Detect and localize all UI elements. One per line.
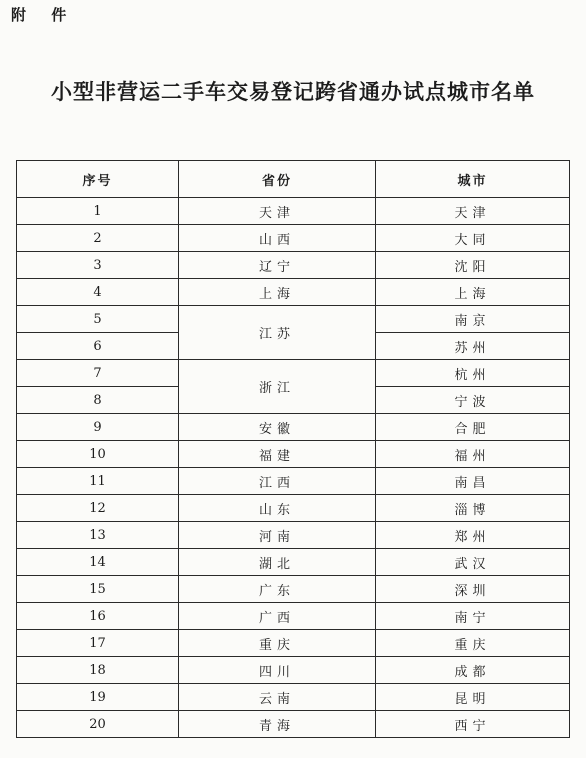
serial-number-cell: 6 xyxy=(17,333,179,360)
province-cell: 广东 xyxy=(179,576,376,603)
table-row xyxy=(17,441,570,468)
table-row xyxy=(17,684,570,711)
serial-number-cell: 17 xyxy=(17,630,179,657)
city-cell: 宁波 xyxy=(376,387,570,414)
province-cell: 四川 xyxy=(179,657,376,684)
city-cell: 淄博 xyxy=(376,495,570,522)
table-row xyxy=(17,576,570,603)
table-row xyxy=(17,198,570,225)
city-cell: 沈阳 xyxy=(376,252,570,279)
city-cell: 杭州 xyxy=(376,360,570,387)
table-row xyxy=(17,225,570,252)
document-title: 小型非营运二手车交易登记跨省通办试点城市名单 xyxy=(51,80,535,104)
province-cell: 湖北 xyxy=(179,549,376,576)
table-row xyxy=(17,711,570,738)
table-row xyxy=(17,495,570,522)
serial-number-cell: 20 xyxy=(17,711,179,738)
city-cell: 南昌 xyxy=(376,468,570,495)
city-cell: 武汉 xyxy=(376,549,570,576)
header-city: 城市 xyxy=(376,161,570,198)
table-row xyxy=(17,360,570,387)
province-cell: 广西 xyxy=(179,603,376,630)
table-row xyxy=(17,657,570,684)
city-cell: 福州 xyxy=(376,441,570,468)
city-cell: 天津 xyxy=(376,198,570,225)
province-cell: 浙江 xyxy=(179,360,376,414)
city-cell: 成都 xyxy=(376,657,570,684)
city-cell: 上海 xyxy=(376,279,570,306)
table-row xyxy=(17,279,570,306)
province-cell: 青海 xyxy=(179,711,376,738)
table-row xyxy=(17,306,570,333)
serial-number-cell: 2 xyxy=(17,225,179,252)
serial-number-cell: 5 xyxy=(17,306,179,333)
serial-number-cell: 3 xyxy=(17,252,179,279)
province-cell: 安徽 xyxy=(179,414,376,441)
province-cell: 上海 xyxy=(179,279,376,306)
province-cell: 辽宁 xyxy=(179,252,376,279)
header-serial-number: 序号 xyxy=(17,161,179,198)
serial-number-cell: 18 xyxy=(17,657,179,684)
province-cell: 天津 xyxy=(179,198,376,225)
serial-number-cell: 10 xyxy=(17,441,179,468)
serial-number-cell: 12 xyxy=(17,495,179,522)
serial-number-cell: 7 xyxy=(17,360,179,387)
serial-number-cell: 16 xyxy=(17,603,179,630)
province-cell: 江西 xyxy=(179,468,376,495)
table-row xyxy=(17,549,570,576)
pilot-cities-table xyxy=(16,160,570,738)
serial-number-cell: 1 xyxy=(17,198,179,225)
province-cell: 云南 xyxy=(179,684,376,711)
province-cell: 山东 xyxy=(179,495,376,522)
city-cell: 大同 xyxy=(376,225,570,252)
city-cell: 郑州 xyxy=(376,522,570,549)
table-row xyxy=(17,414,570,441)
province-cell: 河南 xyxy=(179,522,376,549)
serial-number-cell: 15 xyxy=(17,576,179,603)
table-row xyxy=(17,630,570,657)
city-cell: 昆明 xyxy=(376,684,570,711)
header-province: 省份 xyxy=(179,161,376,198)
city-cell: 西宁 xyxy=(376,711,570,738)
table-body xyxy=(17,198,570,738)
table-row xyxy=(17,603,570,630)
province-cell: 福建 xyxy=(179,441,376,468)
serial-number-cell: 8 xyxy=(17,387,179,414)
city-cell: 苏州 xyxy=(376,333,570,360)
serial-number-cell: 19 xyxy=(17,684,179,711)
table-row xyxy=(17,252,570,279)
province-cell: 山西 xyxy=(179,225,376,252)
city-cell: 深圳 xyxy=(376,576,570,603)
city-cell: 南宁 xyxy=(376,603,570,630)
attachment-label: 附 件 xyxy=(11,6,77,24)
table-row xyxy=(17,522,570,549)
serial-number-cell: 14 xyxy=(17,549,179,576)
city-cell: 重庆 xyxy=(376,630,570,657)
city-cell: 合肥 xyxy=(376,414,570,441)
city-cell: 南京 xyxy=(376,306,570,333)
serial-number-cell: 11 xyxy=(17,468,179,495)
table-row xyxy=(17,468,570,495)
serial-number-cell: 4 xyxy=(17,279,179,306)
serial-number-cell: 9 xyxy=(17,414,179,441)
province-cell: 江苏 xyxy=(179,306,376,360)
province-cell: 重庆 xyxy=(179,630,376,657)
serial-number-cell: 13 xyxy=(17,522,179,549)
table-header-row xyxy=(17,161,570,198)
